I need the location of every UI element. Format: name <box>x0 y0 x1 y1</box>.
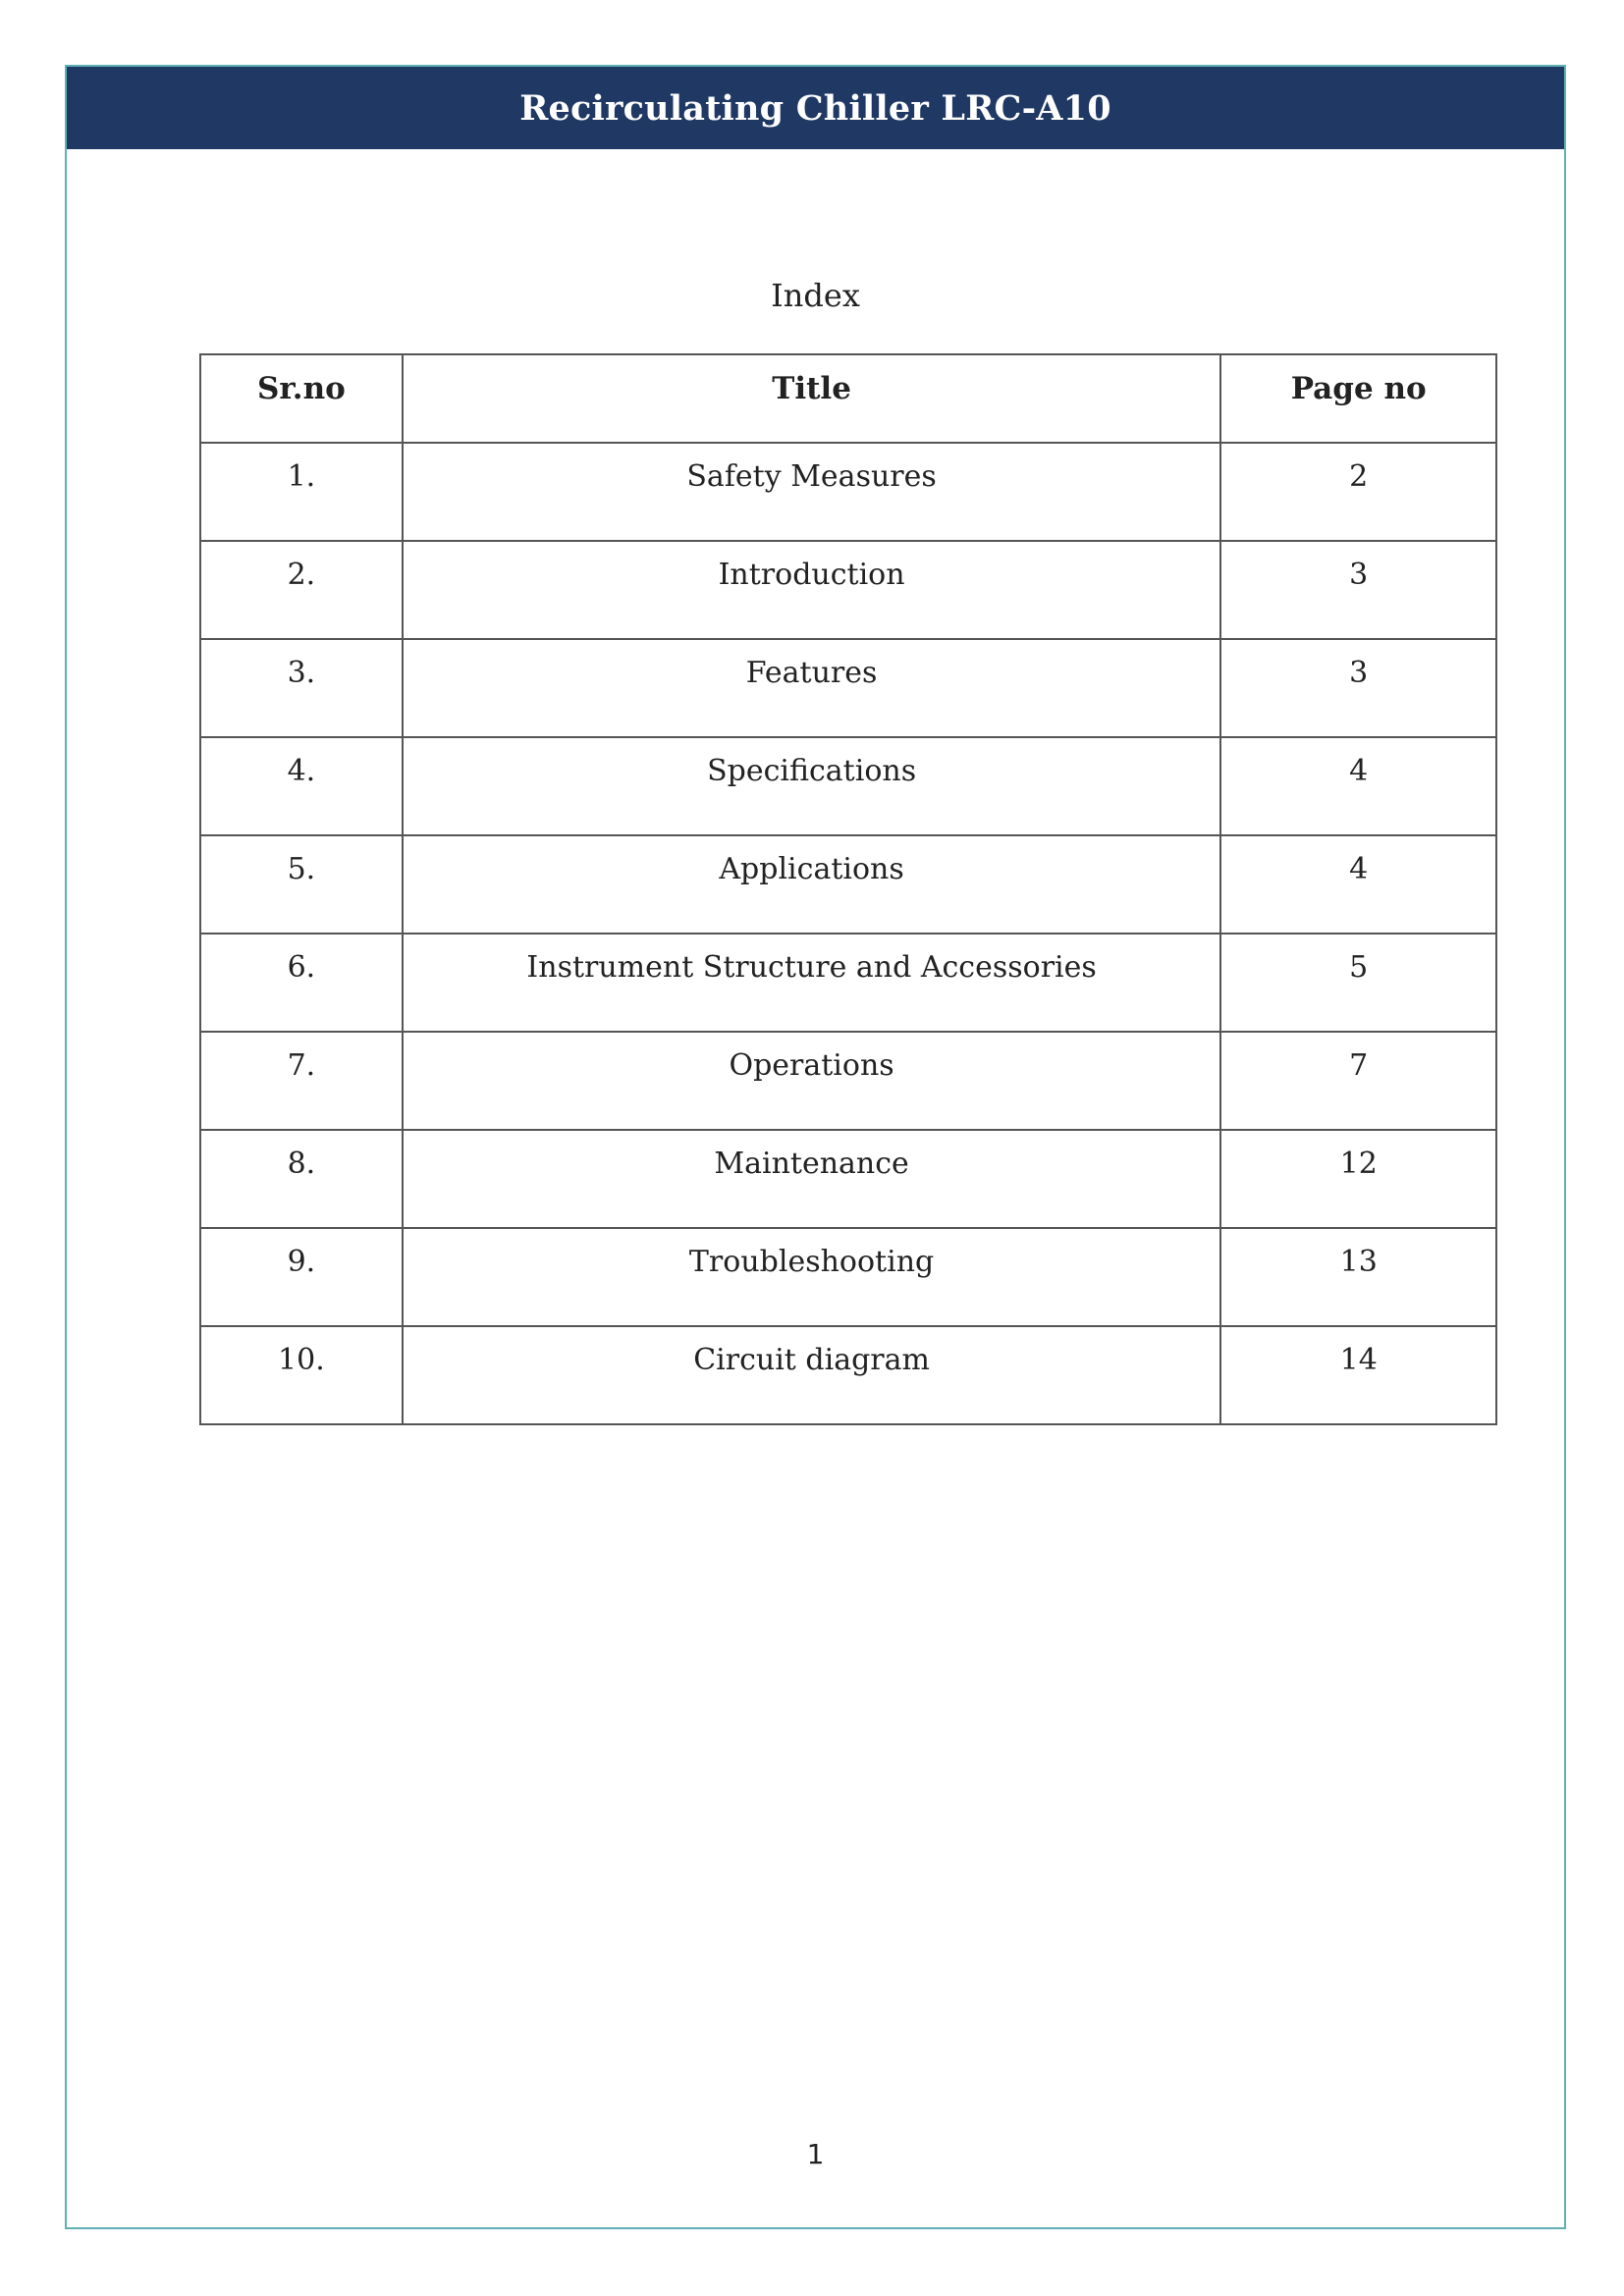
row-sr-no: 7. <box>200 1032 403 1130</box>
row-sr-no: 8. <box>200 1130 403 1228</box>
row-title: Instrument Structure and Accessories <box>403 934 1221 1032</box>
table-row <box>200 443 1496 541</box>
row-title: Maintenance <box>403 1130 1221 1228</box>
row-page-no: 3 <box>1220 639 1496 737</box>
index-table <box>199 353 1497 1425</box>
row-title: Applications <box>403 835 1221 934</box>
row-page-no: 12 <box>1220 1130 1496 1228</box>
table-header-row <box>200 354 1496 443</box>
table-row <box>200 1326 1496 1424</box>
table-row <box>200 639 1496 737</box>
table-row <box>200 737 1496 835</box>
row-sr-no: 2. <box>200 541 403 639</box>
table-row <box>200 1228 1496 1326</box>
row-page-no: 4 <box>1220 737 1496 835</box>
row-title: Specifications <box>403 737 1221 835</box>
row-sr-no: 9. <box>200 1228 403 1326</box>
row-title: Circuit diagram <box>403 1326 1221 1424</box>
row-sr-no: 5. <box>200 835 403 934</box>
page-frame <box>65 65 1566 2229</box>
row-title: Safety Measures <box>403 443 1221 541</box>
row-title: Introduction <box>403 541 1221 639</box>
table-row <box>200 1032 1496 1130</box>
row-sr-no: 6. <box>200 934 403 1032</box>
column-header-sr-no: Sr.no <box>200 354 403 443</box>
row-sr-no: 3. <box>200 639 403 737</box>
document-title: Recirculating Chiller LRC-A10 <box>519 87 1111 129</box>
table-row <box>200 934 1496 1032</box>
row-page-no: 14 <box>1220 1326 1496 1424</box>
row-page-no: 3 <box>1220 541 1496 639</box>
row-title: Features <box>403 639 1221 737</box>
row-sr-no: 1. <box>200 443 403 541</box>
column-header-title: Title <box>403 354 1221 443</box>
table-row <box>200 541 1496 639</box>
row-sr-no: 10. <box>200 1326 403 1424</box>
row-page-no: 4 <box>1220 835 1496 934</box>
row-page-no: 13 <box>1220 1228 1496 1326</box>
page-number: 1 <box>806 2138 825 2170</box>
table-row <box>200 1130 1496 1228</box>
row-title: Troubleshooting <box>403 1228 1221 1326</box>
index-heading: Index <box>771 277 860 314</box>
column-header-page-no: Page no <box>1220 354 1496 443</box>
header-bar <box>67 67 1564 149</box>
row-page-no: 7 <box>1220 1032 1496 1130</box>
table-row <box>200 835 1496 934</box>
row-sr-no: 4. <box>200 737 403 835</box>
row-title: Operations <box>403 1032 1221 1130</box>
row-page-no: 2 <box>1220 443 1496 541</box>
row-page-no: 5 <box>1220 934 1496 1032</box>
